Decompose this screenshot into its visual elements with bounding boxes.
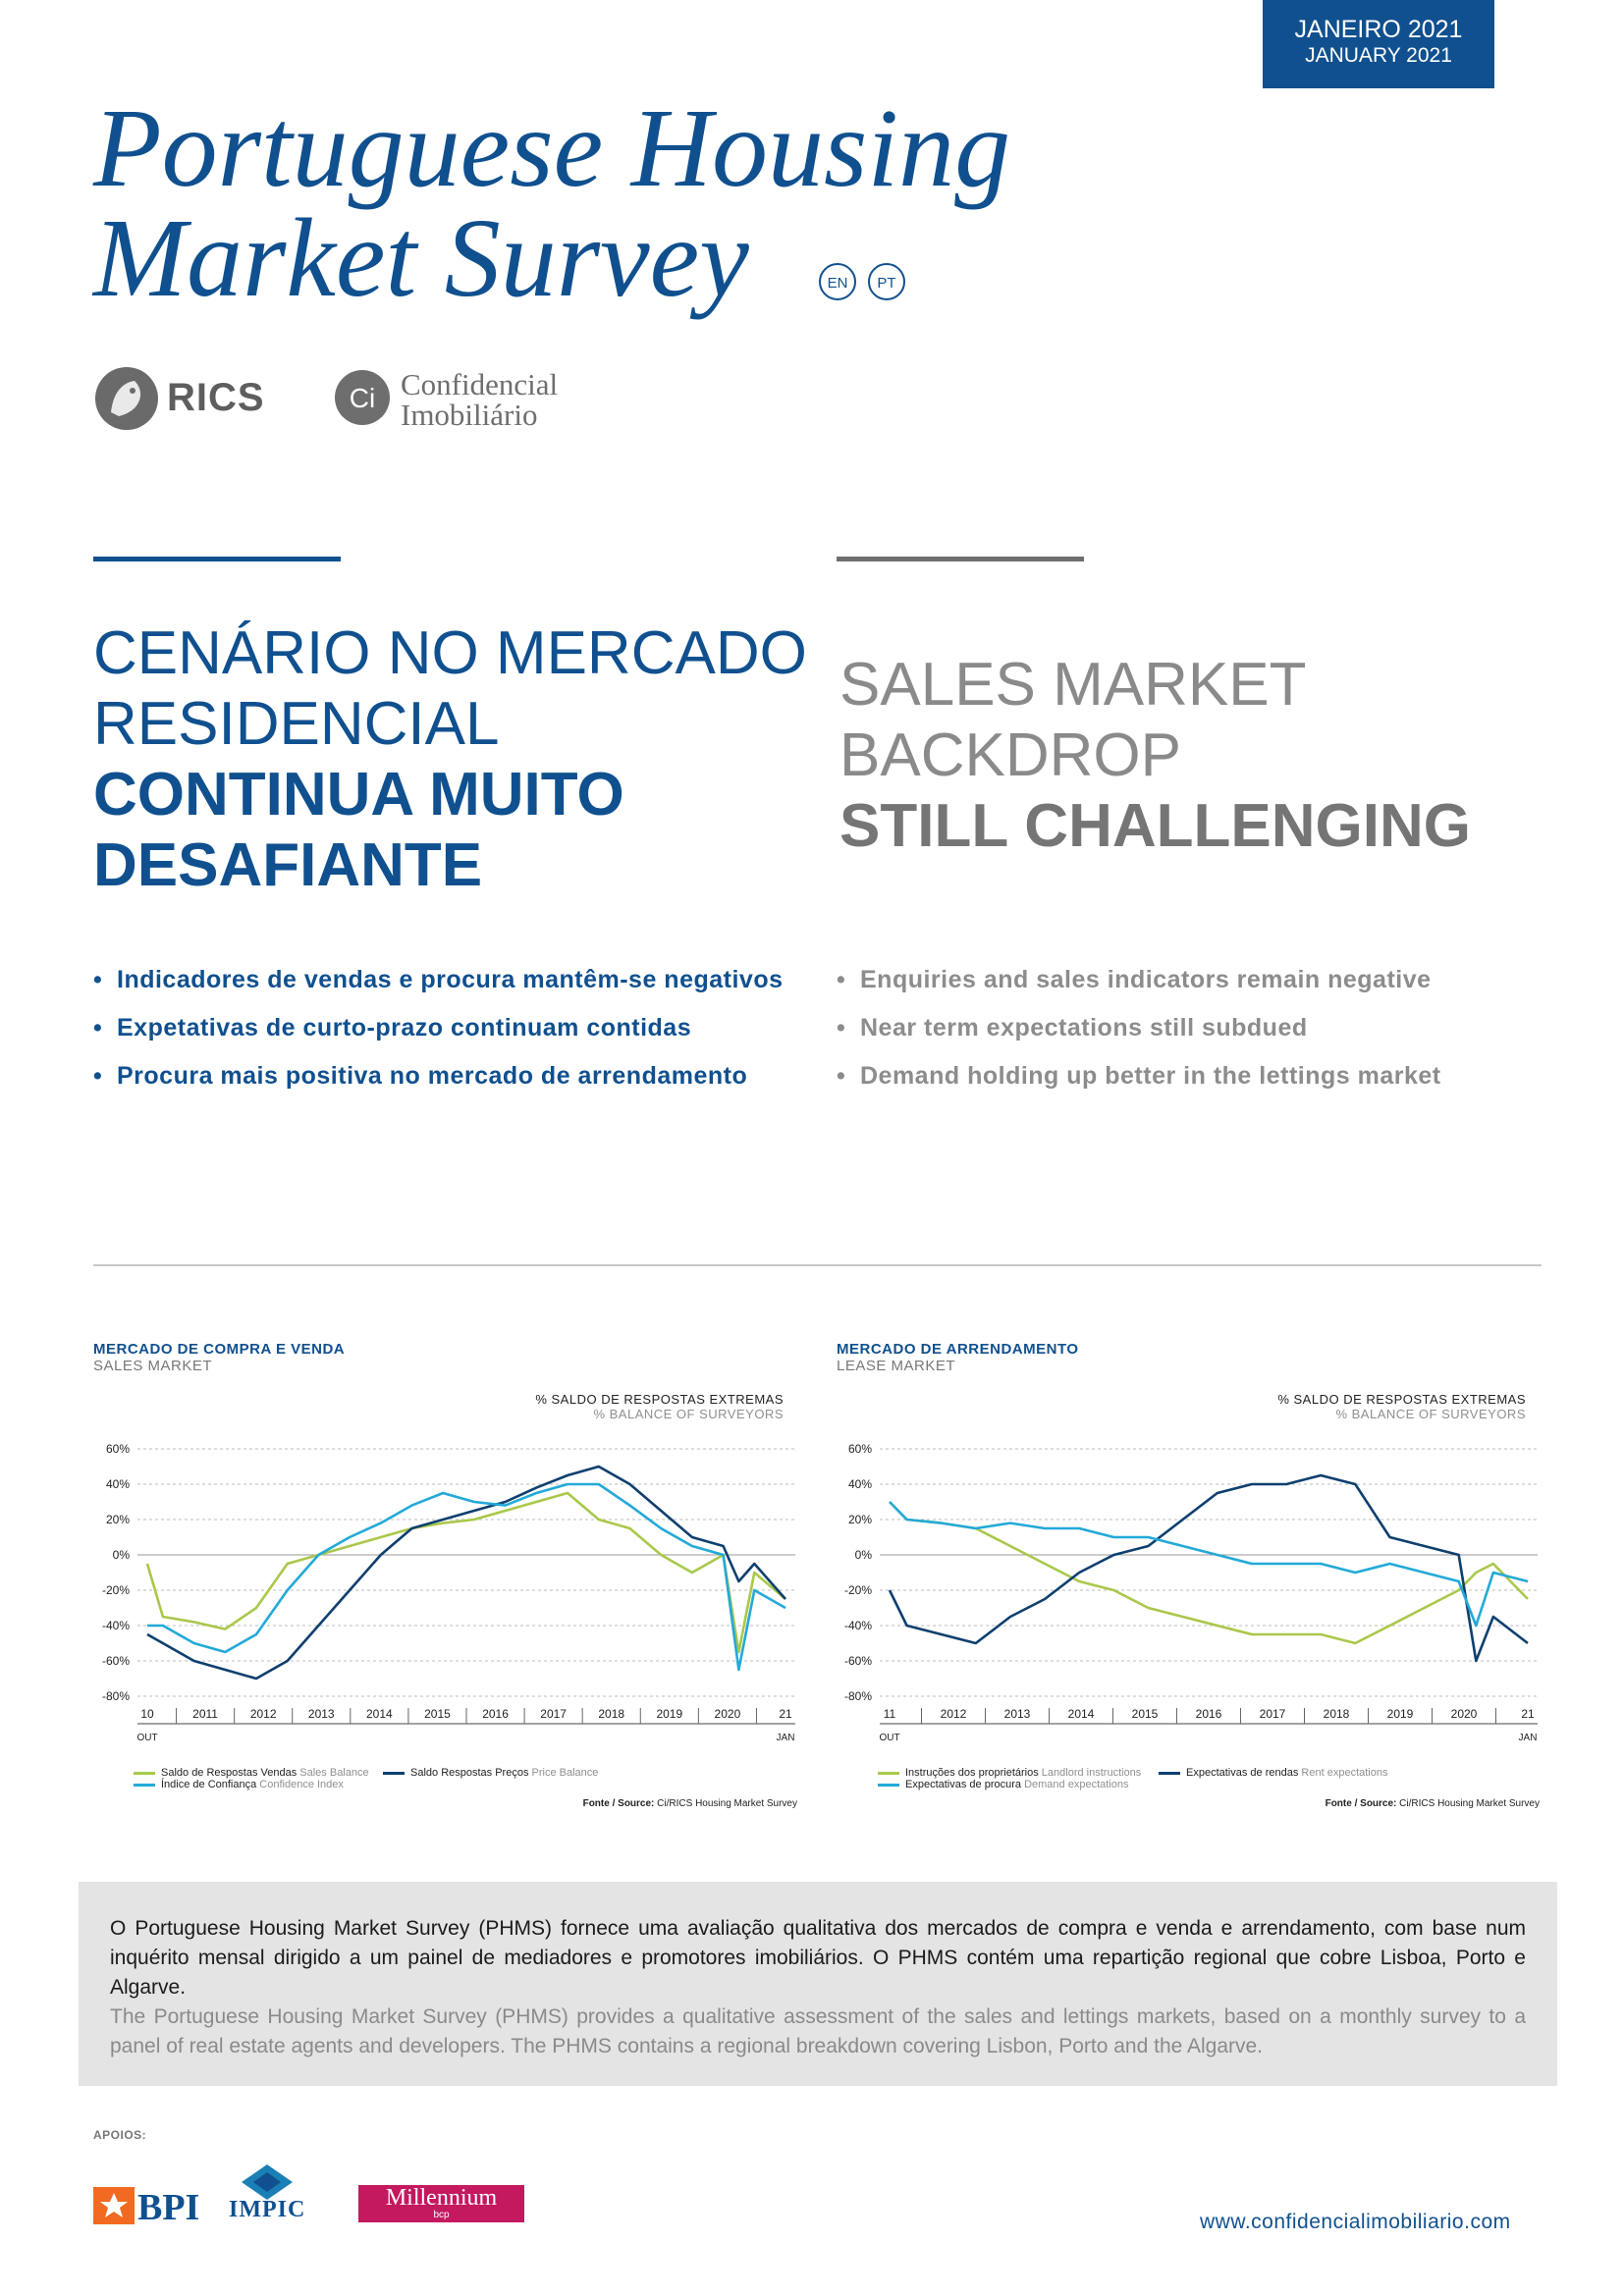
x-tick-label: 2012: [249, 1707, 277, 1721]
headline-en: [839, 650, 1566, 862]
impic-logo-text: IMPIC: [229, 2197, 306, 2222]
x-tick-label: 2017: [540, 1707, 567, 1721]
about-text-pt: O Portuguese Housing Market Survey (PHMS) fornece uma avaliação qualitativa dos mercados de compra e venda e arrendamento, com base num inquérito mensal dirigido a um painel de mediadores e promotores imobiliários. O PHMS contém uma repartição regional que cobre Lisboa, Porto e Algarve.: [110, 1917, 1526, 1999]
legend-label-pt: Índice de Confiança: [161, 1779, 257, 1790]
legend-item: [1159, 1767, 1414, 1779]
legend-label-pt: Saldo de Respostas Vendas: [161, 1767, 298, 1779]
legend-label-en: Landlord instructions: [1041, 1767, 1142, 1779]
bpi-logo-icon: [93, 2187, 135, 2224]
x-tick-label: 2018: [598, 1707, 625, 1721]
x-tick-label: 2013: [1003, 1707, 1031, 1721]
headline-pt-line4: DESAFIANTE: [93, 831, 483, 899]
ci-logo-icon: [334, 369, 391, 426]
rics-logo-icon: [93, 365, 160, 432]
legend-label-pt: Saldo Respostas Preços: [410, 1767, 529, 1779]
legend-label-en: Price Balance: [531, 1767, 599, 1779]
legend-item: [878, 1767, 1172, 1779]
chart-lease-source: [1253, 1798, 1540, 1809]
series-line: [890, 1475, 1528, 1661]
legend-item: [383, 1767, 638, 1779]
bpi-logo-text: BPI: [137, 2187, 200, 2228]
y-tick-label: 20%: [105, 1513, 130, 1526]
y-tick-label: -20%: [101, 1583, 130, 1597]
ci-logo-text: [401, 369, 558, 430]
legend-label-pt: Expectativas de procura: [905, 1779, 1022, 1790]
x-tick-label: 2014: [366, 1707, 393, 1721]
x-tick-label: 2019: [656, 1707, 683, 1721]
chart-lease-ylabel-en: % BALANCE OF SURVEYORS: [1335, 1407, 1526, 1421]
y-tick-label: 40%: [105, 1477, 130, 1491]
source-text: Ci/RICS Housing Market Survey: [657, 1798, 797, 1809]
x-tick-label: 21: [1521, 1707, 1535, 1721]
chart-sales-title: MERCADO DE COMPRA E VENDA: [93, 1341, 346, 1358]
legend-label-en: Rent expectations: [1301, 1767, 1388, 1779]
legend-swatch: [134, 1784, 155, 1787]
x-tick-label: 2018: [1323, 1707, 1350, 1721]
legend-label-pt: Instruções dos proprietários: [905, 1767, 1039, 1779]
y-tick-label: 60%: [847, 1442, 872, 1456]
y-tick-label: -60%: [101, 1654, 130, 1668]
ci-logo-line1: Confidencial: [401, 367, 559, 401]
report-title-line1: Portuguese Housing: [93, 85, 1011, 210]
legend-swatch: [878, 1772, 899, 1775]
y-tick-label: 20%: [847, 1513, 872, 1526]
legend-swatch: [383, 1772, 405, 1775]
bullet-en-item: • Demand holding up better in the lettings market: [837, 1060, 1553, 1093]
x-tick-label: 2017: [1259, 1707, 1286, 1721]
x-tick-label: 2015: [424, 1707, 451, 1721]
y-tick-label: 0%: [854, 1548, 872, 1562]
headline-pt-line3: CONTINUA MUITO: [93, 761, 624, 828]
chart-sales-ylabel-en: % BALANCE OF SURVEYORS: [593, 1407, 784, 1421]
chart-sales-market: [88, 1423, 805, 1747]
issue-date-pt: JANEIRO 2021: [1294, 16, 1463, 43]
chart-lease-legend: [878, 1767, 1172, 1790]
legend-label-en: Sales Balance: [299, 1767, 369, 1779]
x-start-label: OUT: [879, 1733, 900, 1743]
x-end-label: JAN: [776, 1733, 795, 1743]
millennium-logo-sub: bcp: [433, 2210, 450, 2220]
about-text-en: The Portuguese Housing Market Survey (PHMS) provides a qualitative assessment of the sales and lettings markets, based on a monthly survey to a panel of real estate agents and developers. The PHMS contains a regional breakdown covering Lisbon, Porto and the Algarve.: [110, 2005, 1526, 2057]
bullet-en-item: • Near term expectations still subdued: [837, 1012, 1553, 1044]
chart-sales-source: [511, 1798, 797, 1809]
bullet-pt-item: • Indicadores de vendas e procura mantêm-se negativos: [93, 964, 810, 996]
legend-item: [878, 1779, 1172, 1790]
series-line: [147, 1493, 785, 1652]
series-line: [890, 1502, 1528, 1626]
legend-swatch: [1159, 1772, 1180, 1775]
y-tick-label: -60%: [843, 1654, 872, 1668]
y-tick-label: 0%: [112, 1548, 130, 1562]
legend-label-pt: Expectativas de rendas: [1186, 1767, 1299, 1779]
headline-en-line3: STILL CHALLENGING: [839, 792, 1471, 860]
issue-date-en: JANUARY 2021: [1305, 44, 1452, 67]
section-divider: [93, 1264, 1542, 1266]
legend-swatch: [134, 1772, 155, 1775]
source-text: Ci/RICS Housing Market Survey: [1399, 1798, 1540, 1809]
y-tick-label: -80%: [843, 1689, 872, 1703]
y-tick-label: -40%: [843, 1619, 872, 1632]
x-start-label: OUT: [136, 1733, 158, 1743]
language-pt-link[interactable]: PT: [868, 263, 905, 300]
millennium-logo-text: Millennium: [385, 2185, 498, 2211]
chart-sales-legend-2: [383, 1767, 638, 1779]
y-tick-label: -80%: [101, 1689, 130, 1703]
language-en-link[interactable]: EN: [819, 263, 856, 300]
report-title-line2: Market Survey: [93, 195, 749, 320]
sponsors-label: APOIOS:: [93, 2128, 147, 2142]
x-end-label: JAN: [1518, 1733, 1538, 1743]
x-tick-label: 2016: [1195, 1707, 1222, 1721]
chart-sales-titles: [93, 1341, 345, 1374]
bullet-en-item: • Enquiries and sales indicators remain negative: [837, 964, 1553, 996]
y-tick-label: -40%: [101, 1619, 130, 1632]
bullet-pt-item: • Procura mais positiva no mercado de arrendamento: [93, 1060, 810, 1093]
chart-lease-title: MERCADO DE ARRENDAMENTO: [837, 1341, 1079, 1358]
bullets-pt: [93, 964, 810, 1108]
chart-lease-subtitle: LEASE MARKET: [837, 1358, 956, 1374]
x-tick-label: 2014: [1067, 1707, 1095, 1721]
legend-item: [134, 1779, 428, 1790]
y-tick-label: -20%: [843, 1583, 872, 1597]
chart-lease-ylabel-pt: % SALDO DE RESPOSTAS EXTREMAS: [1277, 1392, 1526, 1407]
x-tick-label: 2019: [1386, 1707, 1414, 1721]
x-tick-label: 2012: [940, 1707, 967, 1721]
ci-logo-monogram: Ci: [349, 383, 376, 413]
source-label: Fonte / Source:: [1325, 1798, 1397, 1809]
divider-pt: [93, 557, 341, 561]
ci-logo-line2: Imobiliário: [401, 398, 538, 432]
chart-sales-ylabel-pt: % SALDO DE RESPOSTAS EXTREMAS: [535, 1392, 784, 1407]
website-link[interactable]: www.confidencialimobiliario.com: [1200, 2211, 1511, 2233]
x-tick-label: 2011: [192, 1707, 218, 1721]
chart-sales-subtitle: SALES MARKET: [93, 1358, 213, 1374]
chart-lease-axis-title: [1233, 1392, 1526, 1421]
x-tick-label: 21: [779, 1707, 792, 1721]
headline-en-line1: SALES MARKET: [839, 651, 1307, 719]
issue-date-badge: [1263, 0, 1494, 88]
headline-pt-line2: RESIDENCIAL: [93, 690, 500, 758]
legend-swatch: [878, 1784, 899, 1787]
y-tick-label: 60%: [105, 1442, 130, 1456]
x-tick-label: 10: [140, 1707, 154, 1721]
x-tick-label: 2016: [482, 1707, 509, 1721]
bullets-en: [837, 964, 1553, 1108]
legend-label-en: Demand expectations: [1024, 1779, 1129, 1790]
source-label: Fonte / Source:: [582, 1798, 655, 1809]
chart-lease-titles: [837, 1341, 1079, 1374]
x-tick-label: 2020: [714, 1707, 741, 1721]
chart-sales-axis-title: [491, 1392, 784, 1421]
millennium-logo: [358, 2185, 524, 2222]
chart-lease-legend-2: [1159, 1767, 1414, 1779]
y-tick-label: 40%: [847, 1477, 872, 1491]
x-tick-label: 2015: [1131, 1707, 1159, 1721]
x-tick-label: 2013: [307, 1707, 335, 1721]
series-line: [890, 1502, 1528, 1643]
x-tick-label: 2020: [1450, 1707, 1478, 1721]
legend-label-en: Confidence Index: [259, 1779, 344, 1790]
impic-logo-icon: [242, 2164, 293, 2200]
x-tick-label: 11: [883, 1707, 896, 1721]
divider-en: [837, 557, 1084, 561]
headline-pt: [93, 618, 820, 901]
rics-logo-text: RICS: [167, 376, 265, 419]
headline-pt-line1: CENÁRIO NO MERCADO: [93, 619, 807, 687]
headline-en-line2: BACKDROP: [839, 721, 1181, 789]
bullet-pt-item: • Expetativas de curto-prazo continuam contidas: [93, 1012, 810, 1044]
chart-lease-market: [831, 1423, 1547, 1747]
